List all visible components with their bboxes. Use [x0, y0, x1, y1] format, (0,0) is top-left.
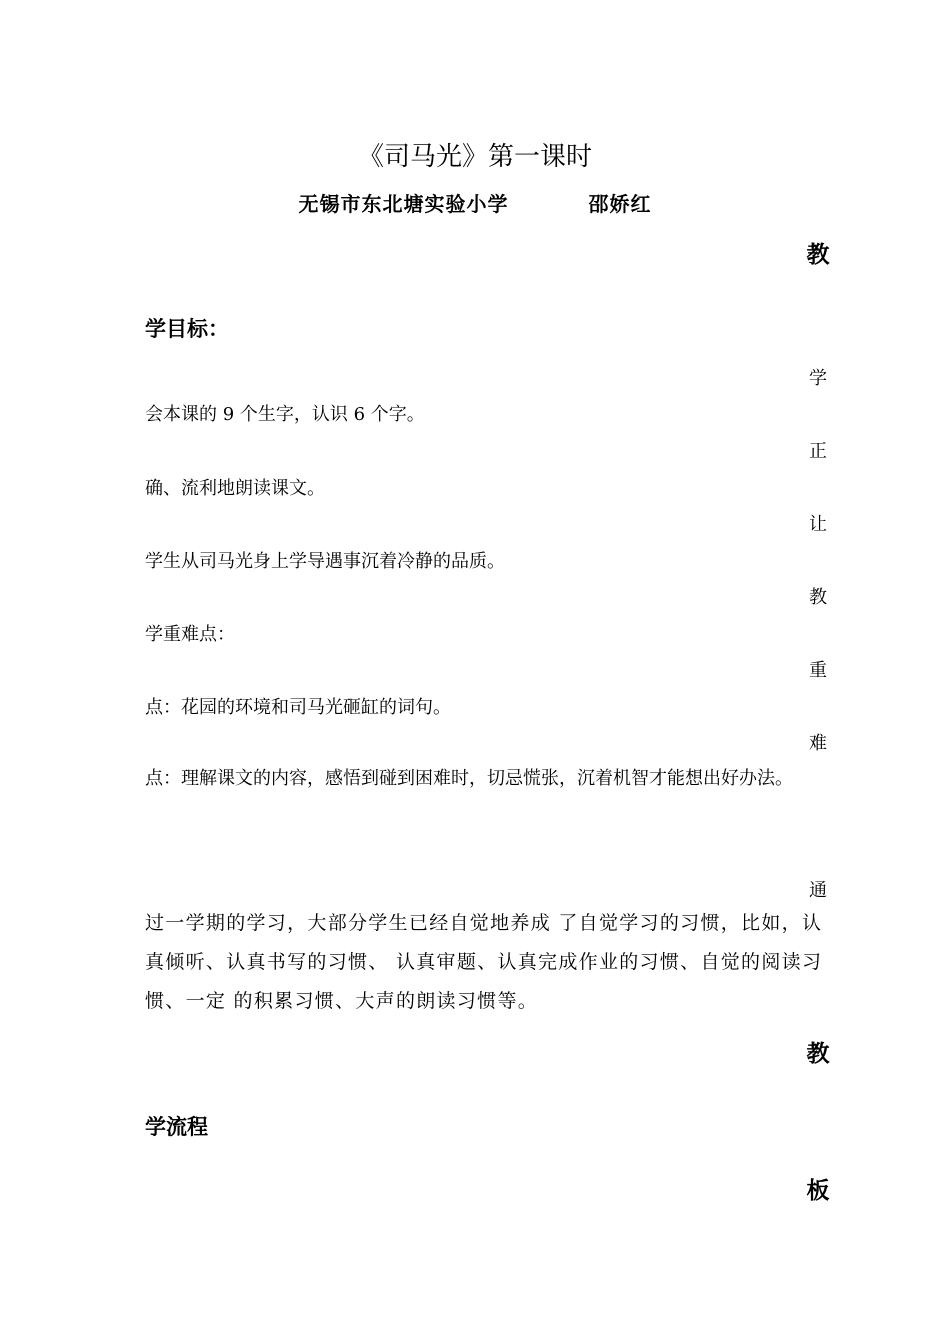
- goal-line-3: 学生从司马光身上学导遇事沉着冷静的品质。: [145, 551, 505, 572]
- goal-line-1: 会本课的 9 个生字，认识 6 个字。: [145, 404, 425, 425]
- process-heading: 学流程: [145, 1114, 208, 1139]
- school-name: 无锡市东北塘实验小学: [298, 192, 509, 216]
- right-char-jiao-3: 教: [806, 1040, 830, 1067]
- goals-heading: 学目标：: [145, 316, 229, 341]
- document-title: 《司马光》第一课时: [357, 142, 592, 172]
- document-subtitle: [0, 188, 950, 217]
- right-char-rang: 让: [809, 514, 827, 535]
- difficult-point-paragraph: 点：理解课文的内容，感悟到碰到困难时，切忌慌张，沉着机智才能想出好办法。: [145, 768, 793, 789]
- right-char-xue: 学: [809, 368, 827, 389]
- author-name: 邵娇红: [588, 192, 652, 216]
- key-difficult-heading: 学重难点：: [145, 624, 235, 645]
- key-point-line: 点：花园的环境和司马光砸缸的词句。: [145, 697, 451, 718]
- right-char-ban: 板: [806, 1177, 830, 1204]
- right-char-nan: 难: [809, 733, 827, 754]
- study-habits-paragraph: 过一学期的学习，大部分学生已经自觉地养成 了自觉学习的习惯，比如，认真倾听、认真书写的习惯、 认真审题、认真完成作业的习惯、自觉的阅读习惯、一定 的积累习惯、大声的朗读习惯等。: [145, 912, 823, 1012]
- right-char-tong: 通: [809, 880, 827, 901]
- right-char-zheng: 正: [809, 441, 827, 462]
- right-char-jiao-2: 教: [809, 587, 827, 608]
- right-char-jiao-1: 教: [806, 241, 830, 268]
- right-char-zhong: 重: [809, 660, 827, 681]
- goal-line-2: 确、流利地朗读课文。: [145, 478, 325, 499]
